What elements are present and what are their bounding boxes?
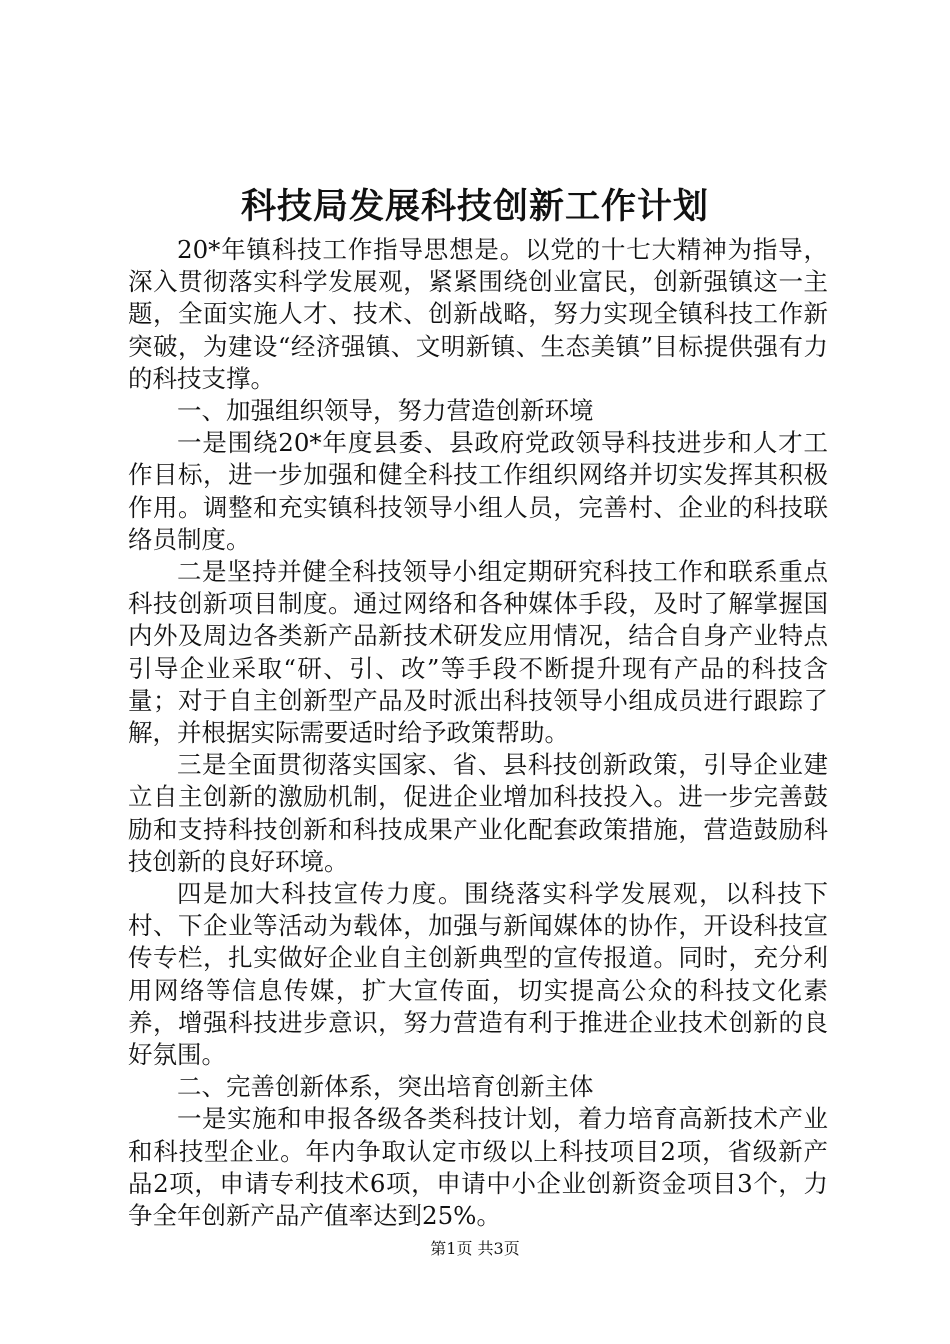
paragraph-item-3: 三是全面贯彻落实国家、省、县科技创新政策，引导企业建立自主创新的激励机制，促进企业增加科技投入。进一步完善鼓励和支持科技创新和科技成果产业化配套政策措施，营造鼓励科技创新的良好环境。: [128, 750, 828, 876]
paragraph-guiding-thought: 20*年镇科技工作指导思想是。以党的十七大精神为指导，深入贯彻落实科学发展观，紧紧围绕创业富民，创新强镇这一主题，全面实施人才、技术、创新战略，努力实现全镇科技工作新突破，为建设“经济强镇、文明新镇、生态美镇”目标提供强有力的科技支撑。: [128, 235, 828, 393]
paragraph-item-5: 一是实施和申报各级各类科技计划，着力培育高新技术产业和科技型企业。年内争取认定市级以上科技项目2项，省级新产品2项，申请专利技术6项，申请中小企业创新资金项目3个，力争全年创新产品产值率达到25%。: [128, 1104, 828, 1231]
document-body: [128, 234, 828, 1232]
section-heading-1: 一、加强组织领导，努力营造创新环境: [177, 396, 594, 426]
page-number-footer: 第1页 共3页: [430, 1239, 520, 1258]
paragraph-item-1: 一是围绕20*年度县委、县政府党政领导科技进步和人才工作目标，进一步加强和健全科技工作组织网络并切实发挥其积极作用。调整和充实镇科技领导小组人员，完善村、企业的科技联络员制度。: [128, 428, 828, 554]
paragraph-item-2: 二是坚持并健全科技领导小组定期研究科技工作和联系重点科技创新项目制度。通过网络和各种媒体手段，及时了解掌握国内外及周边各类新产品新技术研发应用情况，结合自身产业特点引导企业采取“研、引、改”等手段不断提升现有产品的科技含量；对于自主创新型产品及时派出科技领导小组成员进行跟踪了解，并根据实际需要适时给予政策帮助。: [128, 557, 828, 748]
paragraph-item-4: 四是加大科技宣传力度。围绕落实科学发展观，以科技下村、下企业等活动为载体，加强与新闻媒体的协作，开设科技宣传专栏，扎实做好企业自主创新典型的宣传报道。同时，充分利用网络等信息传媒，扩大宣传面，切实提高公众的科技文化素养，增强科技进步意识，努力营造有利于推进企业技术创新的良好氛围。: [128, 879, 828, 1070]
section-heading-2: 二、完善创新体系，突出培育创新主体: [177, 1072, 594, 1102]
document-title: 科技局发展科技创新工作计划: [240, 186, 709, 227]
